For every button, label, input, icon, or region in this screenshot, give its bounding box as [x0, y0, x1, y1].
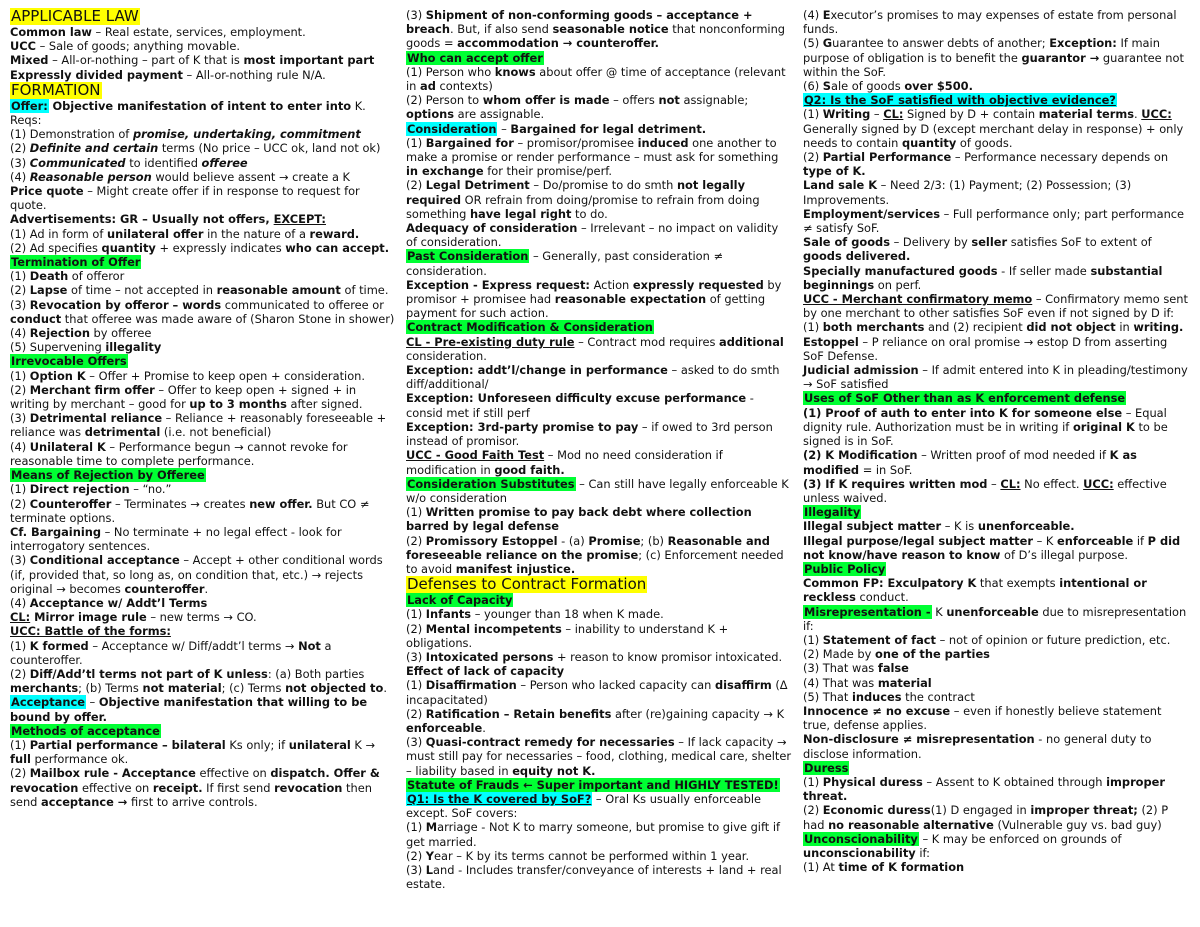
note-line: (2) Diff/Add’tl terms not part of K unless: (a) Both parties merchants; (b) Terms not material; (c) Terms not objected to. [10, 666, 387, 696]
note-line: (2) Merchant firm offer – Offer to keep open + signed + in writing by merchant – good for up to 3 months after signed. [10, 382, 363, 412]
note-line: (1) Disaffirmation – Person who lacked capacity can disaffirm (Δ incapacitated) [406, 678, 788, 707]
note-line: Sale of goods – Delivery by seller satisfies SoF to extent of goods delivered. [803, 235, 1152, 264]
note-line: (2) Year – K by its terms cannot be performed within 1 year. [406, 848, 750, 863]
note-line: Acceptance – Objective manifestation that willing to be bound by offer. [10, 695, 368, 724]
note-line: Estoppel – P reliance on oral promise → estop D from asserting SoF Defense. [803, 334, 1168, 363]
note-line: (1) Partial performance – bilateral Ks only; if unilateral K → full performance ok. [10, 737, 376, 767]
note-line: (3) Land - Includes transfer/conveyance of interests + land + real estate. [406, 862, 782, 892]
section-heading: FORMATION [11, 80, 101, 99]
note-line: (1) Direct rejection – “no.” [10, 482, 172, 497]
note-line: (1) Statement of fact – not of opinion or future prediction, etc. [803, 632, 1171, 647]
note-line: Misrepresentation - K unenforceable due to misrepresentation if: [803, 604, 1187, 633]
note-line: (1) Option K – Offer + Promise to keep open + consideration. [10, 368, 366, 383]
note-line: Past Consideration – Generally, past consideration ≠ consideration. [406, 249, 724, 278]
note-line: Consideration – Bargained for legal detriment. [407, 121, 707, 136]
column-2 [406, 8, 792, 891]
note-line: Q2: Is the SoF satisfied with objective evidence? [804, 93, 1116, 108]
note-line: (2) K Modification – Written proof of mod needed if K as modified = in SoF. [803, 448, 1137, 477]
note-line: Employment/services – Full performance only; part performance ≠ satisfy SoF. [803, 206, 1185, 236]
note-line: Consideration Substitutes – Can still have legally enforceable K w/o consideration [406, 476, 789, 505]
note-line: (2) Economic duress(1) D engaged in improper threat; (2) P had no reasonable alternative (Vulnerable guy vs. bad guy) [803, 803, 1169, 832]
note-line: Illegal purpose/legal subject matter – K enforceable if P did not know/have reason to know of D’s illegal purpose. [803, 533, 1181, 562]
note-line: (2) Ratification – Retain benefits after (re)gaining capacity → K enforceable. [406, 706, 785, 735]
note-line: (2) Mental incompetents – inability to understand K + obligations. [406, 621, 729, 650]
section-heading: Termination of Offer [11, 255, 141, 270]
note-line: Advertisements: GR – Usually not offers, EXCEPT: [10, 212, 326, 227]
note-line: (1) Ad in form of unilateral offer in the nature of a reward. [10, 226, 360, 241]
note-line: (1) Marriage - Not K to marry someone, but promise to give gift if get married. [406, 820, 781, 849]
section-heading: Means of Rejection by Offeree [11, 468, 205, 483]
note-line: (2) Counteroffer – Terminates → creates new offer. But CO ≠ terminate options. [10, 496, 370, 525]
note-line: UCC: Battle of the forms: [10, 624, 171, 639]
section-heading: Illegality [804, 505, 861, 520]
note-line: Exception - Express request: Action expressly requested by promisor + promisee had reasonable expectation of getting payment for such action. [406, 277, 782, 321]
note-line: (2) Made by one of the parties [803, 647, 990, 662]
note-line: (5) Supervening illegality [10, 340, 162, 355]
note-line: (2) Definite and certain terms (No price – UCC ok, land not ok) [10, 141, 381, 156]
column-3 [803, 8, 1191, 874]
section-heading: Uses of SoF Other than as K enforcement defense [804, 391, 1126, 406]
section-heading: Contract Modification & Consideration [407, 320, 653, 335]
note-line: Innocence ≠ no excuse – even if honestly believe statement true, defense applies. [803, 703, 1162, 733]
note-line: Exception: Unforeseen difficulty excuse performance - consid met if still perf [406, 391, 754, 420]
note-line: (2) Promissory Estoppel - (a) Promise; (b) Reasonable and foreseeable reliance on the promise; (c) Enforcement needed to avoid manifest injustice. [406, 533, 784, 576]
note-line: (3) Shipment of non-conforming goods – acceptance + breach. But, if also send seasonable notice that nonconforming goods = accommodation → counteroffer. [406, 8, 786, 51]
note-line: (3) Detrimental reliance – Reliance + reasonably foreseeable + reliance was detrimental (i.e. not beneficial) [10, 411, 387, 440]
note-line: (2) Partial Performance – Performance necessary depends on type of K. [803, 150, 1169, 179]
section-heading: Public Policy [804, 561, 886, 576]
note-line: Mixed – All-or-nothing – part of K that is most important part [10, 53, 375, 68]
note-line: (4) Acceptance w/ Addt’l Terms [10, 595, 208, 610]
section-heading: APPLICABLE LAW [11, 7, 139, 25]
note-line: (1) At time of K formation [803, 860, 965, 875]
note-line: (3) That was false [803, 661, 909, 676]
note-line: Expressly divided payment – All-or-nothing rule N/A. [10, 67, 326, 82]
section-heading: Statute of Frauds ← Super important and HIGHLY TESTED! [407, 777, 779, 792]
section-heading: Lack of Capacity [407, 593, 513, 608]
note-line: Adequacy of consideration – Irrelevant – no impact on validity of consideration. [406, 221, 779, 250]
note-line: (1) Person who knows about offer @ time of acceptance (relevant in ad contexts) [406, 64, 786, 94]
note-line: UCC - Merchant confirmatory memo – Confirmatory memo sent by one merchant to other satisfies SoF even if not signed by D if: (1) both merchants and (2) recipient did not object in writing. [803, 292, 1188, 335]
note-line: (1) Death of offeror [10, 269, 125, 284]
note-line: Offer: Objective manifestation of intent to enter into K. Reqs: [10, 98, 366, 128]
note-line: (1) Written promise to pay back debt where collection barred by legal defense [406, 505, 752, 534]
note-line: Specially manufactured goods - If seller made substantial beginnings on perf. [803, 263, 1163, 292]
note-line: (2) Person to whom offer is made – offers not assignable; options are assignable. [406, 93, 749, 122]
note-line: CL: Mirror image rule – new terms → CO. [10, 610, 257, 625]
note-line: (3) Communicated to identified offeree [10, 155, 248, 170]
note-line: Price quote – Might create offer if in response to request for quote. [10, 184, 360, 213]
note-line: (1) Bargained for – promisor/promisee induced one another to make a promise or render performance – must ask for something in exchange for their promise/perf. [406, 135, 779, 179]
note-line: (4) Rejection by offeree [10, 326, 152, 341]
note-line: Cf. Bargaining – No terminate + no legal effect - look for interrogatory sentences. [10, 524, 342, 554]
note-line: Judicial admission – If admit entered into K in pleading/testimony → SoF satisfied [803, 363, 1188, 392]
note-line: Common FP: Exculpatory K that exempts intentional or reckless conduct. [803, 576, 1147, 605]
note-line: Land sale K – Need 2/3: (1) Payment; (2) Possession; (3) Improvements. [803, 178, 1132, 207]
note-line: (2) Ad specifies quantity + expressly indicates who can accept. [10, 240, 390, 255]
section-heading: Irrevocable Offers [11, 354, 127, 369]
note-line: Illegal subject matter – K is unenforceable. [803, 519, 1075, 534]
note-line: Common law – Real estate, services, employment. [10, 25, 306, 39]
note-line: (2) Lapse of time – not accepted in reasonable amount of time. [10, 283, 389, 298]
note-line: Unconscionability – K may be enforced on grounds of unconscionability if: [803, 831, 1122, 860]
note-line: (4) Reasonable person would believe assent → create a K [10, 169, 351, 184]
note-line: (1) Infants – younger than 18 when K made. [406, 607, 664, 622]
note-line: Exception: 3rd-party promise to pay – if owed to 3rd person instead of promisor. [406, 419, 773, 449]
note-line: (2) Legal Detriment – Do/promise to do smth not legally required OR refrain from doing/promise to refrain from doing something have legal right to do. [406, 178, 760, 221]
note-line: (3) Revocation by offeror – words communicated to offeree or conduct that offeree was made aware of (Sharon Stone in shower) [10, 297, 395, 326]
note-line: (1) Proof of auth to enter into K for someone else – Equal dignity rule. Authorization must be in writing if original K to be signed is in SoF. [803, 405, 1168, 449]
note-line: (4) Executor’s promises to may expenses of estate from personal funds. [803, 8, 1177, 37]
note-line: (3) If K requires written mod – CL: No effect. UCC: effective unless waived. [803, 476, 1167, 505]
note-line: (3) Intoxicated persons + reason to know promisor intoxicated. [406, 649, 783, 664]
note-line: (6) Sale of goods over $500. [803, 79, 973, 94]
note-line: (4) That was material [803, 675, 932, 690]
note-line: (1) K formed – Acceptance w/ Diff/addt’l terms → Not a counteroffer. [10, 638, 332, 667]
note-line: UCC - Good Faith Test – Mod no need consideration if modification in good faith. [406, 448, 723, 477]
note-line: Effect of lack of capacity [406, 664, 565, 679]
note-line: Exception: addt’l/change in performance – asked to do smth diff/additional/ [406, 363, 780, 392]
note-line: (4) Unilateral K – Performance begun → cannot revoke for reasonable time to complete performance. [10, 439, 348, 468]
note-line: Q1: Is the K covered by SoF? – Oral Ks usually enforceable except. SoF covers: [406, 791, 762, 821]
note-line: (5) Guarantee to answer debts of another; Exception: If main purpose of obligation is to benefit the guarantor → guarantee not within the SoF. [803, 36, 1184, 79]
section-heading: Duress [804, 760, 849, 775]
note-line: Non-disclosure ≠ misrepresentation - no general duty to disclose information. [803, 732, 1152, 761]
section-heading: Defenses to Contract Formation [407, 575, 647, 594]
note-line: (1) Demonstration of promise, undertaking, commitment [10, 127, 361, 142]
section-heading: Methods of acceptance [11, 723, 160, 738]
note-line: UCC – Sale of goods; anything movable. [10, 39, 240, 54]
note-line: (1) Physical duress – Assent to K obtained through improper threat. [803, 774, 1166, 804]
section-heading: Who can accept offer [407, 50, 543, 65]
note-line: (1) Writing – CL: Signed by D + contain material terms. UCC: Generally signed by D (except merchant delay in response) + only needs to contain quantity of goods. [803, 107, 1184, 150]
note-line: CL - Pre-existing duty rule – Contract mod requires additional consideration. [406, 334, 784, 363]
note-line: (3) Conditional acceptance – Accept + other conditional words (if, provided that, so long as, on condition that, etc.) → rejects original → becomes counteroffer. [10, 553, 383, 596]
note-line: (5) That induces the contract [803, 689, 975, 704]
note-line: (3) Quasi-contract remedy for necessaries – If lack capacity → must still pay for necessaries – food, clothing, medical care, shelter – liability based in equity not K. [406, 735, 792, 778]
note-line: (2) Mailbox rule - Acceptance effective on dispatch. Offer & revocation effective on receipt. If first send revocation then send acceptance → first to arrive controls. [10, 766, 380, 809]
column-1 [10, 8, 395, 809]
